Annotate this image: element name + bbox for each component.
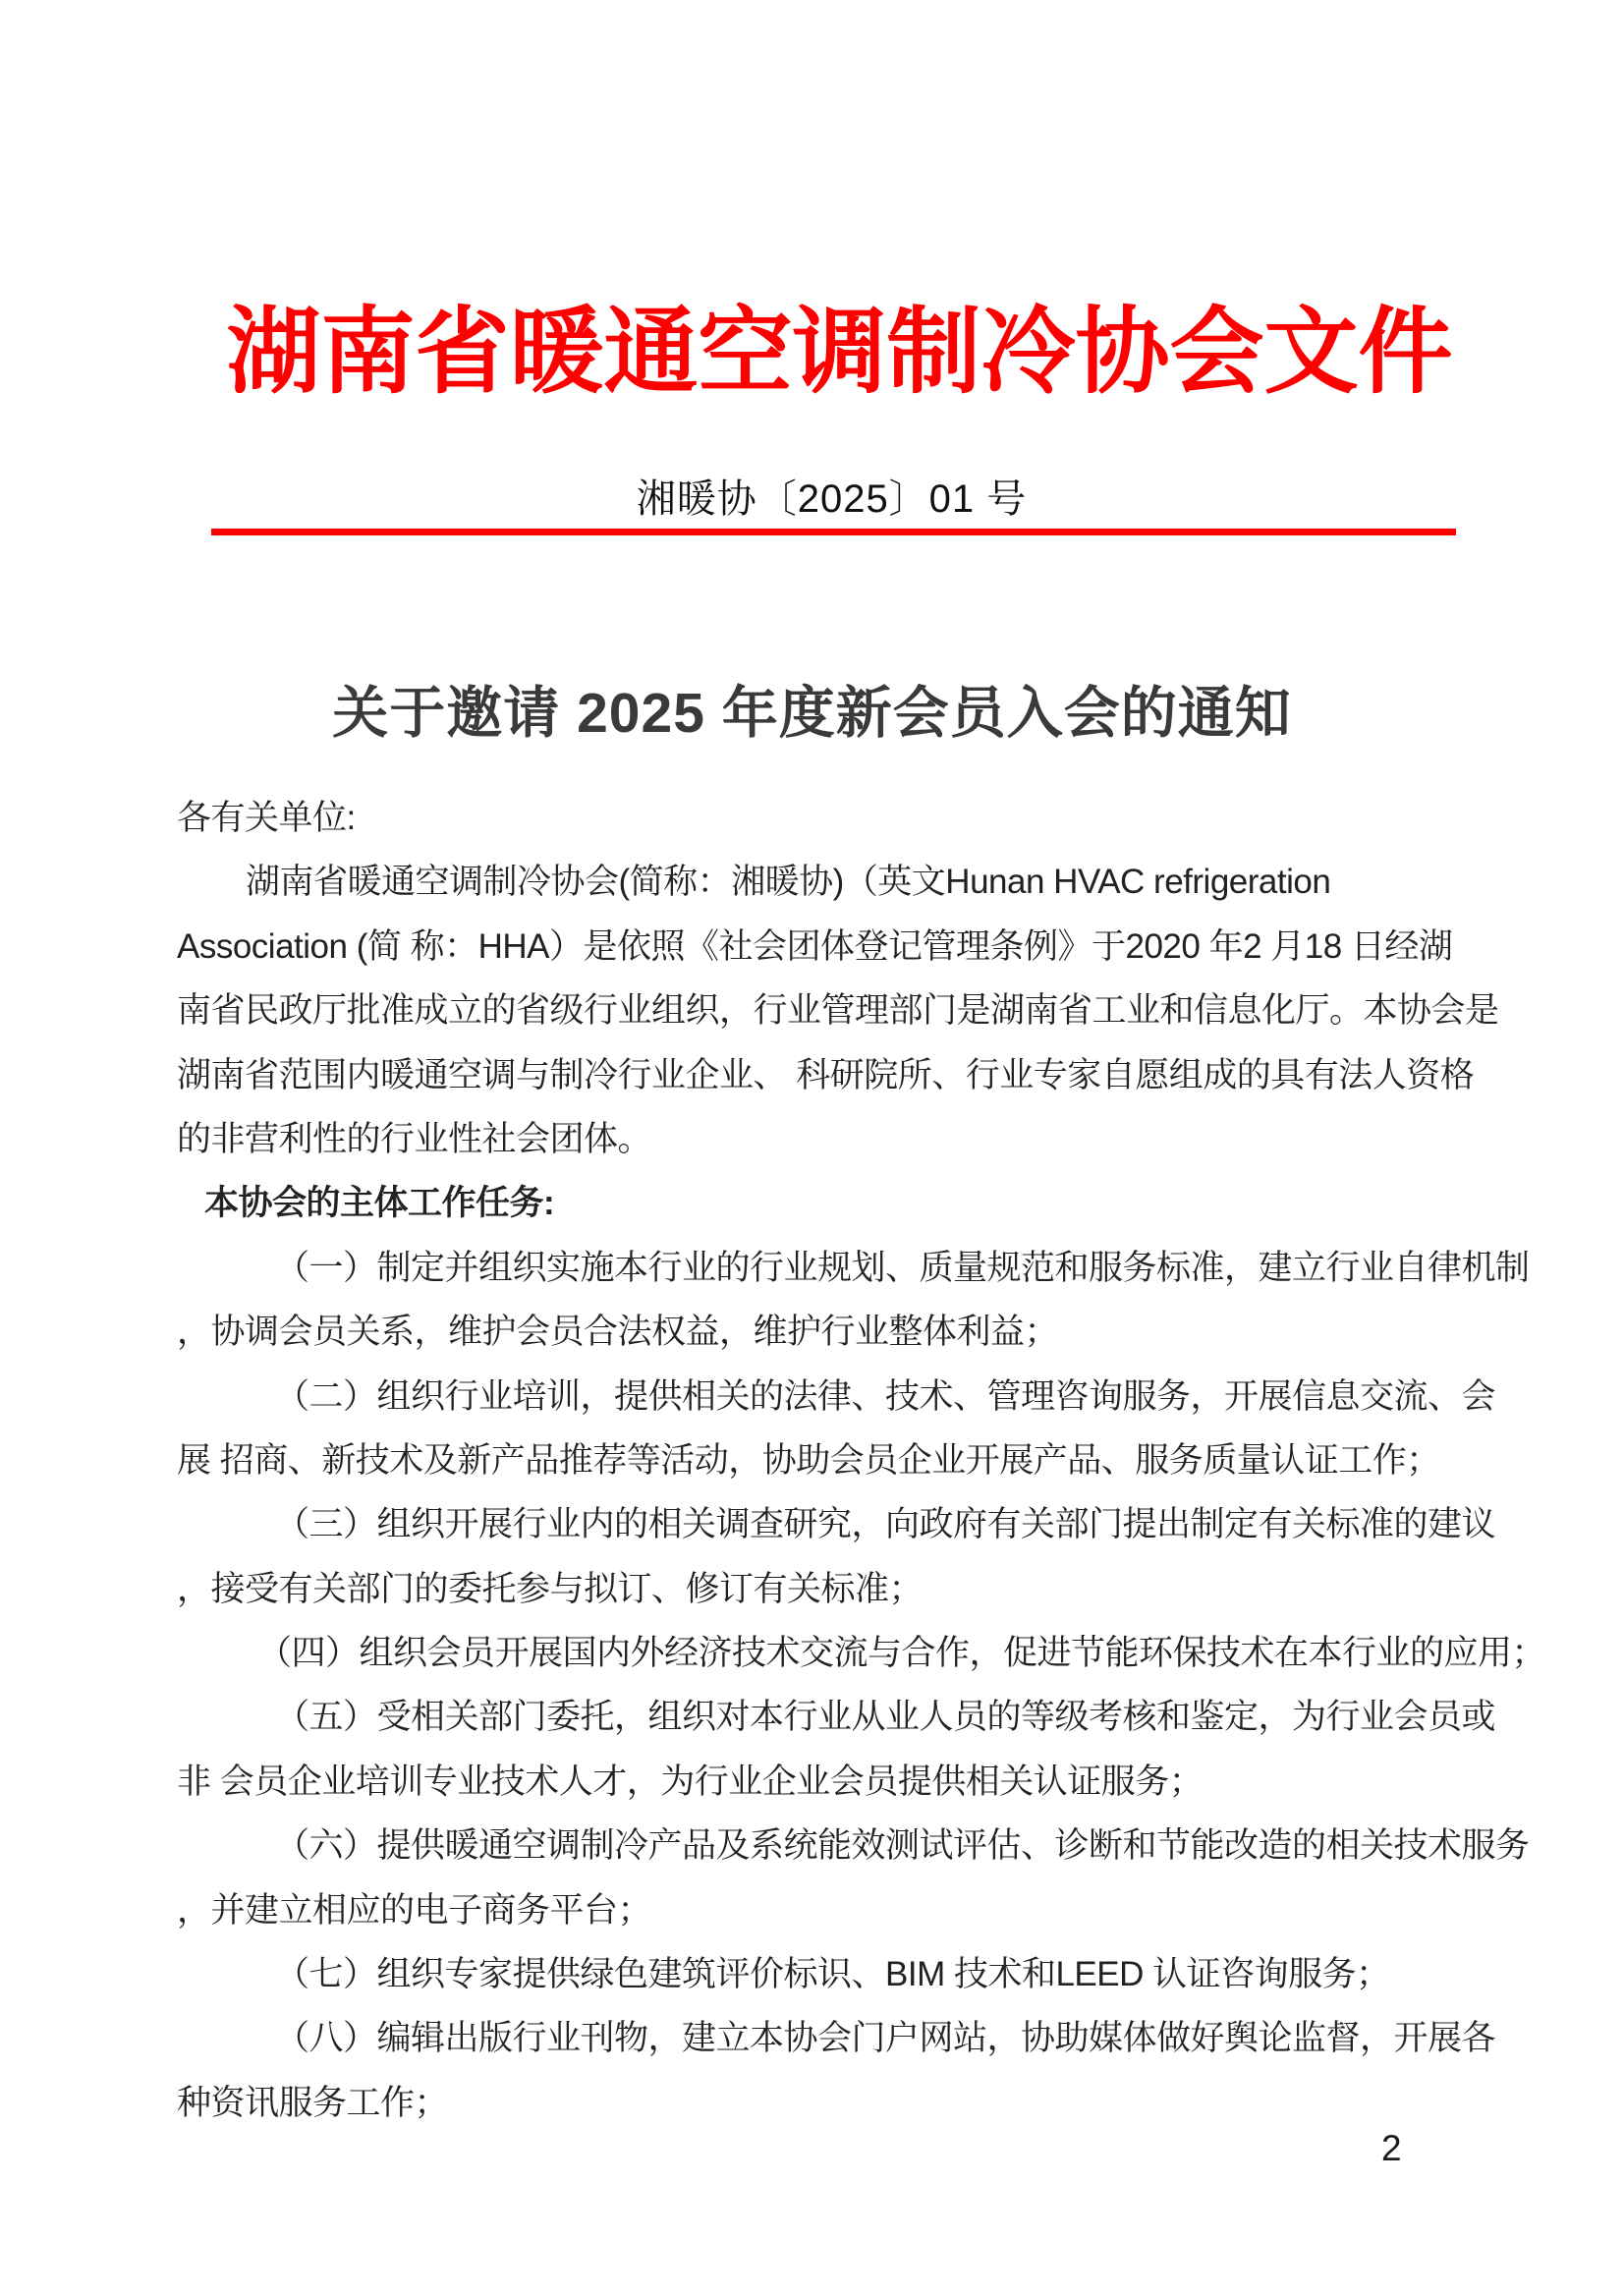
body-line: （七）组织专家提供绿色建筑评价标识、BIM 技术和LEED 认证咨询服务； bbox=[275, 1955, 1390, 1994]
body-line: 种资讯服务工作； bbox=[177, 2083, 449, 2122]
body-line: 本协会的主体工作任务: bbox=[204, 1184, 555, 1223]
body-line: ，并建立相应的电子商务平台； bbox=[177, 1890, 652, 1930]
body-line: （二）组织行业培训，提供相关的法律、技术、管理咨询服务，开展信息交流、会 bbox=[275, 1376, 1496, 1416]
body-line: （六）提供暖通空调制冷产品及系统能效测试评估、诊断和节能改造的相关技术服务 bbox=[275, 1826, 1530, 1866]
body-line: （一）制定并组织实施本行业的行业规划、质量规范和服务标准，建立行业自律机制 bbox=[275, 1248, 1530, 1287]
masthead-title: 湖南省暖通空调制冷协会文件 bbox=[226, 300, 1453, 405]
body-line: ，协调会员关系，维护会员合法权益，维护行业整体利益； bbox=[177, 1313, 1059, 1352]
body-line: 非 会员企业培训专业技术人才，为行业企业会员提供相关认证服务； bbox=[177, 1762, 1204, 1801]
document-number: 湘暖协〔2025〕01 号 bbox=[636, 477, 1028, 521]
body-line: （三）组织开展行业内的相关调查研究，向政府有关部门提出制定有关标准的建议 bbox=[275, 1505, 1496, 1544]
document-body bbox=[177, 786, 1546, 2135]
body-line: （四）组织会员开展国内外经济技术交流与合作，促进节能环保技术在本行业的应用； bbox=[257, 1634, 1546, 1673]
notice-title: 关于邀请 2025 年度新会员入会的通知 bbox=[332, 682, 1292, 745]
body-line: 湖南省暖通空调制冷协会(简称：湘暖协)（英文Hunan HVAC refrigeration bbox=[246, 863, 1331, 902]
page-number: 2 bbox=[1381, 2128, 1402, 2168]
red-divider-line bbox=[211, 529, 1456, 535]
body-line: 各有关单位: bbox=[177, 799, 356, 837]
body-line: （八）编辑出版行业刊物，建立本协会门户网站，协助媒体做好舆论监督，开展各 bbox=[275, 2019, 1496, 2058]
body-line: 湖南省范围内暖通空调与制冷行业企业、 科研院所、行业专家自愿组成的具有法人资格 bbox=[177, 1055, 1475, 1094]
body-line: Association (简 称：HHA）是依照《社会团体登记管理条例》于2020 年2 月18 日经湖 bbox=[177, 926, 1453, 966]
body-line: 展 招商、新技术及新产品推荐等活动，协助会员企业开展产品、服务质量认证工作； bbox=[177, 1440, 1440, 1480]
body-line: （五）受相关部门委托，组织对本行业从业人员的等级考核和鉴定，为行业会员或 bbox=[275, 1698, 1496, 1737]
body-line: ，接受有关部门的委托参与拟订、修订有关标准； bbox=[177, 1569, 924, 1608]
body-line: 南省民政厅批准成立的省级行业组织，行业管理部门是湖南省工业和信息化厅。本协会是 bbox=[177, 991, 1499, 1031]
body-line: 的非营利性的行业性社会团体。 bbox=[177, 1119, 652, 1158]
